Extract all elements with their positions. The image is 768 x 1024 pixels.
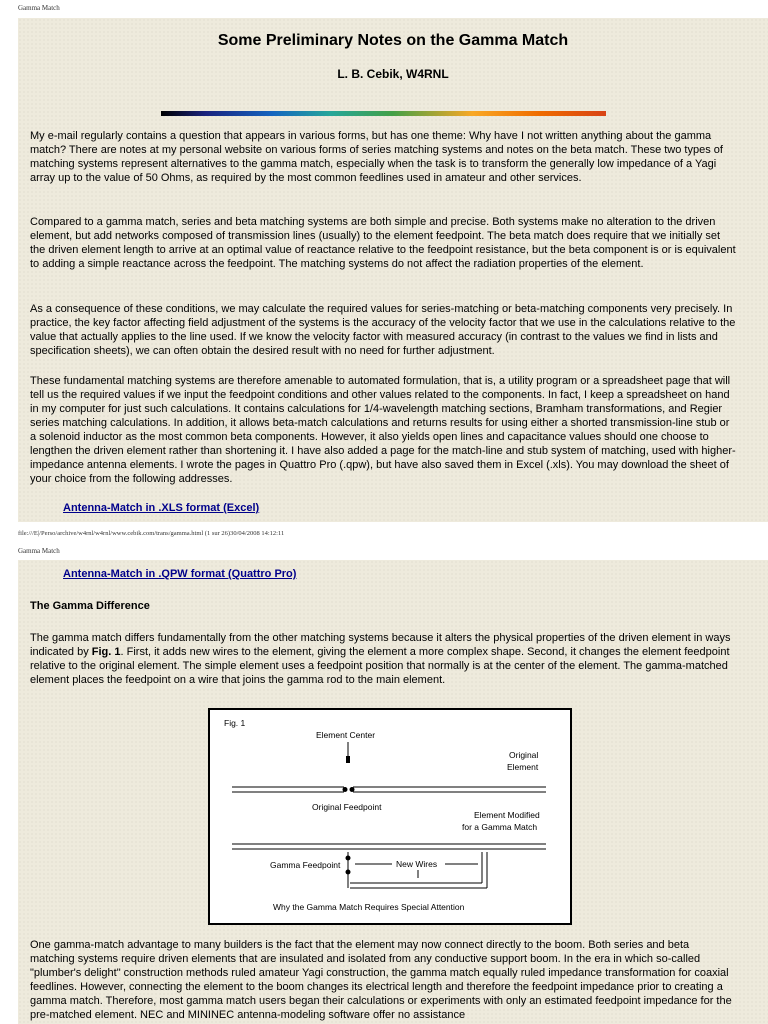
original-element-label-1: Original <box>509 750 539 760</box>
page-panel-1 <box>18 18 768 522</box>
page-header: Gamma Match <box>18 4 60 12</box>
section-heading: The Gamma Difference <box>30 600 150 612</box>
element-center-label: Element Center <box>316 730 376 740</box>
original-feedpoint-dot-right <box>350 787 355 792</box>
figure-caption: Why the Gamma Match Requires Special Attention <box>273 902 465 912</box>
center-pointer-head <box>346 756 350 763</box>
author-byline: L. B. Cebik, W4RNL <box>337 67 449 81</box>
original-feedpoint-dot-left <box>343 787 348 792</box>
figure-label: Fig. 1 <box>224 718 246 728</box>
paragraph-3: As a consequence of these conditions, we may calculate the required values for series-matching or beta-matching components very precisely. In practice, the key factor affecting field adjustment of the systems is the accuracy of the velocity factor that we use in the calculations relative to the value that actually applies to the line used. If we know the velocity factor with measured accuracy (in contrast to the values we find in lists and specification sheets), we can often obtain the desired result with no need for further adjustment. <box>30 303 736 357</box>
figure-1 <box>208 708 572 925</box>
paragraph-boom: One gamma-match advantage to many builders is the fact that the element may now connect directly to the boom. Both series and beta matching systems require driven elements that are insulated and isolated from any conductive support boom. In the era in which so-called "plumber's delight" construction methods ruled amateur Yagi construction, the gamma match equally ruled impedance transformation for coaxial feedlines. However, connecting the element to the boom changes its electrical length and therefore the feedpoint impedance prior to creating a gamma match. Therefore, most gamma match users began their calculations or experiments with only an estimated feedpoint impedance for the pre-matched element. NEC and MININEC antenna-modeling software offer no assistance <box>30 939 732 1021</box>
page-title: Some Preliminary Notes on the Gamma Match <box>217 32 569 49</box>
print-footer: file:///E|/Perso/archive/w4rnl/w4rnl/www.cebik.com/trans/gamma.html (1 sur 26)30/04/2008 14:12:11 <box>18 530 285 537</box>
xls-download-link[interactable]: Antenna-Match in .XLS format (Excel) <box>63 502 260 514</box>
modified-element-label-2: for a Gamma Match <box>462 822 538 832</box>
modified-element-label-1: Element Modified <box>474 810 540 820</box>
gamma-feedpoint-dot-bottom <box>346 870 351 875</box>
paragraph-2: Compared to a gamma match, series and beta matching systems are both simple and precise. Both systems make no alteration to the driven element, but add networks composed of transmission lines (usually) to the element feedpoint. The beta match does require that we initially set the driven element length to arrive at an optimal value of reactance relative to the feedpoint resistance, but the beta component is or is equivalent to adding a simple reactance across the feedpoint. The matching systems do not affect the radiation properties of the element. <box>30 216 736 270</box>
gradient-divider <box>161 111 606 116</box>
new-wires-label: New Wires <box>396 859 438 869</box>
page-header-2: Gamma Match <box>18 547 60 555</box>
gamma-feedpoint-label: Gamma Feedpoint <box>270 860 341 870</box>
original-element-label-2: Element <box>507 762 539 772</box>
gamma-feedpoint-dot-top <box>346 856 351 861</box>
fig-reference: Fig. 1 <box>91 646 121 658</box>
qpw-download-link[interactable]: Antenna-Match in .QPW format (Quattro Pro) <box>63 568 297 580</box>
paragraph-1: My e-mail regularly contains a question that appears in various forms, but has one theme: Why have I not written anything about the gamma match? There are notes at my personal website on various forms of series matching systems and notes on the beta match. These two types of matching systems represent alternatives to the gamma match, especially when the task is to transform the generally low impedance of a Yagi array up to the value of 50 Ohms, as required by the most common feedlines used in amateur and other services. <box>30 130 723 184</box>
original-feedpoint-label: Original Feedpoint <box>312 802 382 812</box>
paragraph-4: These fundamental matching systems are therefore amenable to automated formulation, that is, a utility program or a spreadsheet page that will tell us the required values if we input the feedpoint conditions and other values related to the components. In fact, I keep a spreadsheet on hand in my computer for just such calculations. It contains calculations for 1/4-wavelength matching sections, Bramham transformations, and Regier series matching calculations. In addition, it allows beta-match calculations and returns results for using either a shorted transmission-line stub or a solenoid inductor as the most common beta components. However, it also yields open lines and capacitance values should one choose to lengthen the driven element rather than shortening it. I have also added a page for the match-line and stub system of matching, used with higher-impedance antenna elements. I wrote the pages in Quattro Pro (.qpw), but have also saved them in Excel (.xls). You may download the sheet of your choice from the following addresses. <box>30 375 736 485</box>
page-panel-2 <box>18 560 768 1024</box>
gamma-paragraph: The gamma match differs fundamentally from the other matching systems because it alters the physical properties of the driven element in ways indicated by Fig. 1. First, it adds new wires to the element, giving the element a more complex shape. Second, it changes the element feedpoint relative to the original element. The simple element uses a feedpoint position that normally is at the center of the element. The gamma-matched element places the feedpoint on a wire that joins the gamma rod to the main element. <box>30 632 731 686</box>
